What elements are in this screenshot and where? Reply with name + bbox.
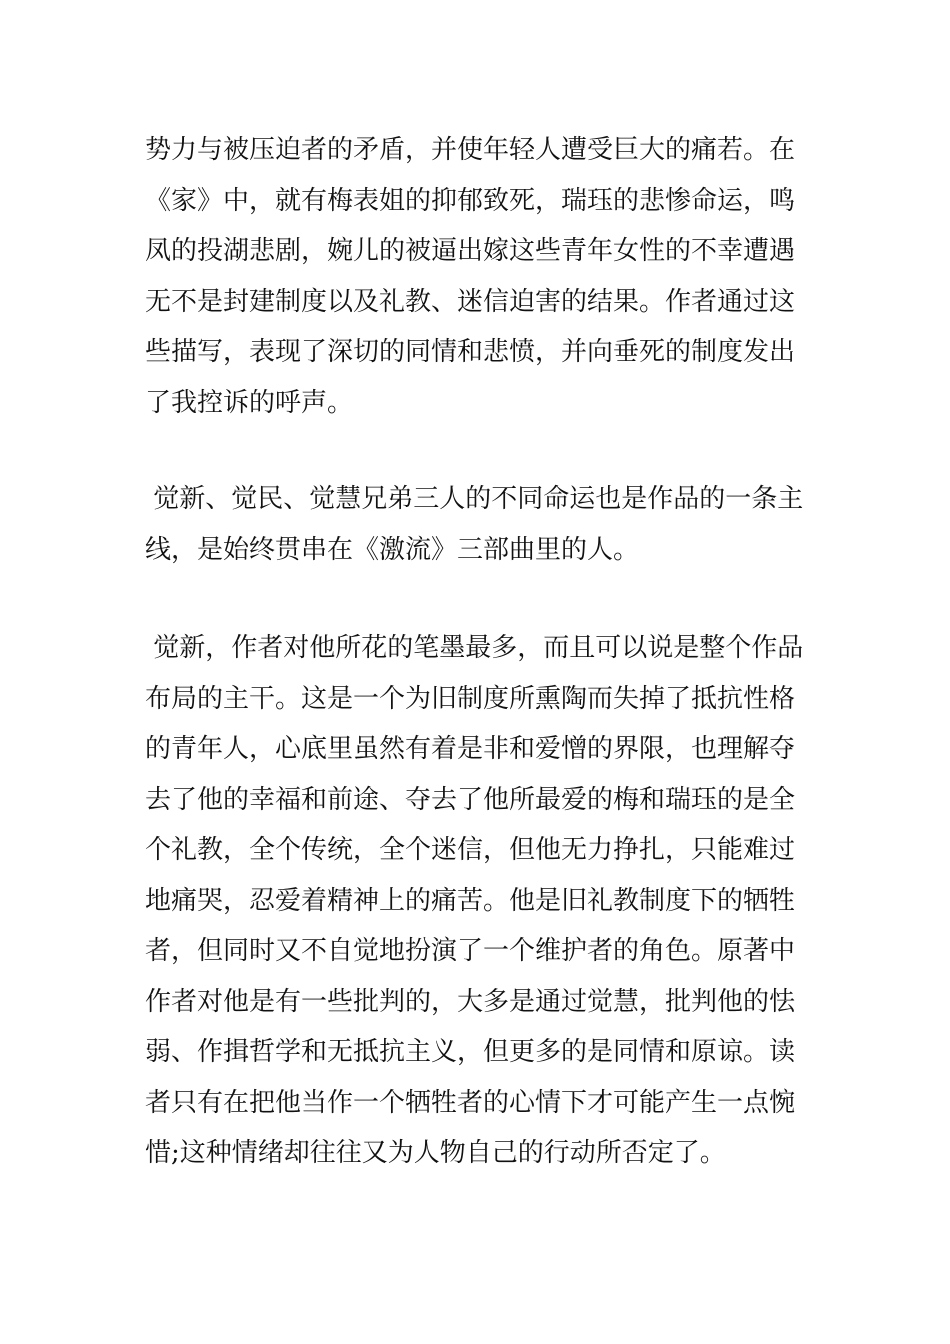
paragraph-line: 作者对他是有一些批判的，大多是通过觉慧，批判他的怯 — [145, 986, 796, 1017]
paragraph-line: 惜;这种情绪却往往又为人物自己的行动所否定了。 — [145, 1138, 726, 1168]
paragraph-line: 了我控诉的呼声。 — [145, 387, 354, 418]
paragraph-line: 些描写，表现了深切的同情和悲愤，并向垂死的制度发出 — [145, 337, 796, 367]
paragraph-line: 凤的投湖悲剧，婉儿的被逼出嫁这些青年女性的不幸遭遇 — [145, 236, 796, 266]
paragraph-line: 势力与被压迫者的矛盾，并使年轻人遭受巨大的痛若。在 — [145, 135, 796, 165]
paragraph-line: 去了他的幸福和前途、夺去了他所最爱的梅和瑞珏的是全 — [145, 784, 796, 815]
paragraph-1 — [145, 125, 807, 428]
paragraph-2 — [145, 474, 807, 575]
paragraph-line: 布局的主干。这是一个为旧制度所熏陶而失掉了抵抗性格 — [145, 683, 796, 714]
paragraph-line: 觉新、觉民、觉慧兄弟三人的不同命运也是作品的一条主 — [145, 484, 804, 514]
paragraph-line: 觉新，作者对他所花的笔墨最多，而且可以说是整个作品 — [145, 633, 804, 663]
paragraph-line: 无不是封建制度以及礼教、迷信迫害的结果。作者通过这 — [145, 286, 796, 317]
paragraph-line: 线，是始终贯串在《激流》三部曲里的人。 — [145, 534, 640, 565]
paragraph-3 — [145, 623, 807, 1179]
paragraph-line: 《家》中，就有梅表姐的抑郁致死，瑞珏的悲惨命运，鸣 — [145, 185, 796, 216]
paragraph-line: 地痛哭，忍爱着精神上的痛苦。他是旧礼教制度下的牺牲 — [145, 885, 796, 916]
paragraph-line: 弱、作揖哲学和无抵抗主义，但更多的是同情和原谅。读 — [145, 1037, 796, 1067]
paragraph-line: 者只有在把他当作一个牺牲者的心情下才可能产生一点惋 — [145, 1087, 796, 1118]
paragraph-line: 的青年人，心底里虽然有着是非和爱憎的界限，也理解夺 — [145, 734, 796, 764]
paragraph-line: 个礼教，全个传统，全个迷信，但他无力挣扎，只能难过 — [145, 835, 796, 865]
paragraph-line: 者，但同时又不自觉地扮演了一个维护者的角色。原著中 — [145, 936, 796, 966]
